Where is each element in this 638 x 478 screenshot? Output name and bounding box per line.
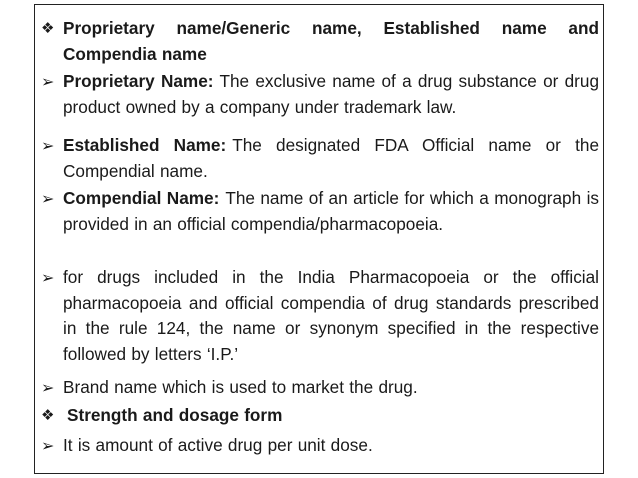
bullet-text xyxy=(63,69,599,120)
bullet-description: The exclusive name of a drug substance or drug product owned by a company under trademark law. xyxy=(63,71,600,117)
diamond-bullet-icon: ❖ xyxy=(41,406,55,424)
bullet-text xyxy=(63,16,599,67)
bullet-text xyxy=(63,375,599,401)
arrow-bullet-icon: ➢ xyxy=(41,436,55,455)
slide-frame xyxy=(34,4,604,474)
diamond-bullet-icon: ❖ xyxy=(41,19,55,37)
bullet-text xyxy=(63,133,599,184)
bullet-description: for drugs included in the India Pharmacopoeia or the official pharmacopoeia and official compendia of drug standards prescribed in the rule 124, the name or synonym specified in the respective followed by letters ‘I.P.’ xyxy=(63,267,599,364)
bullet-text xyxy=(63,265,599,367)
bullet-bold-label: Proprietary Name: xyxy=(63,71,214,91)
bullet-description: It is amount of active drug per unit dose. xyxy=(63,435,373,455)
bullet-description: The designated FDA Official name or the Compendial name. xyxy=(63,135,599,181)
arrow-bullet-icon: ➢ xyxy=(41,268,55,287)
bullet-bold-label: Established Name: xyxy=(63,135,227,155)
bullet-text xyxy=(63,186,599,237)
arrow-bullet-icon: ➢ xyxy=(41,72,55,91)
bullet-text xyxy=(67,403,599,429)
bullet-bold-label: Proprietary name/Generic name, Established name and Compendia name xyxy=(63,18,599,64)
bullet-text xyxy=(63,433,599,459)
bullet-description: The name of an article for which a monograph is provided in an official compendia/pharmacopoeia. xyxy=(63,188,600,234)
arrow-bullet-icon: ➢ xyxy=(41,189,55,208)
arrow-bullet-icon: ➢ xyxy=(41,136,55,155)
bullet-description: Brand name which is used to market the drug. xyxy=(63,377,418,397)
arrow-bullet-icon: ➢ xyxy=(41,378,55,397)
bullet-bold-label: Compendial Name: xyxy=(63,188,220,208)
bullet-bold-label: Strength and dosage form xyxy=(67,405,283,425)
